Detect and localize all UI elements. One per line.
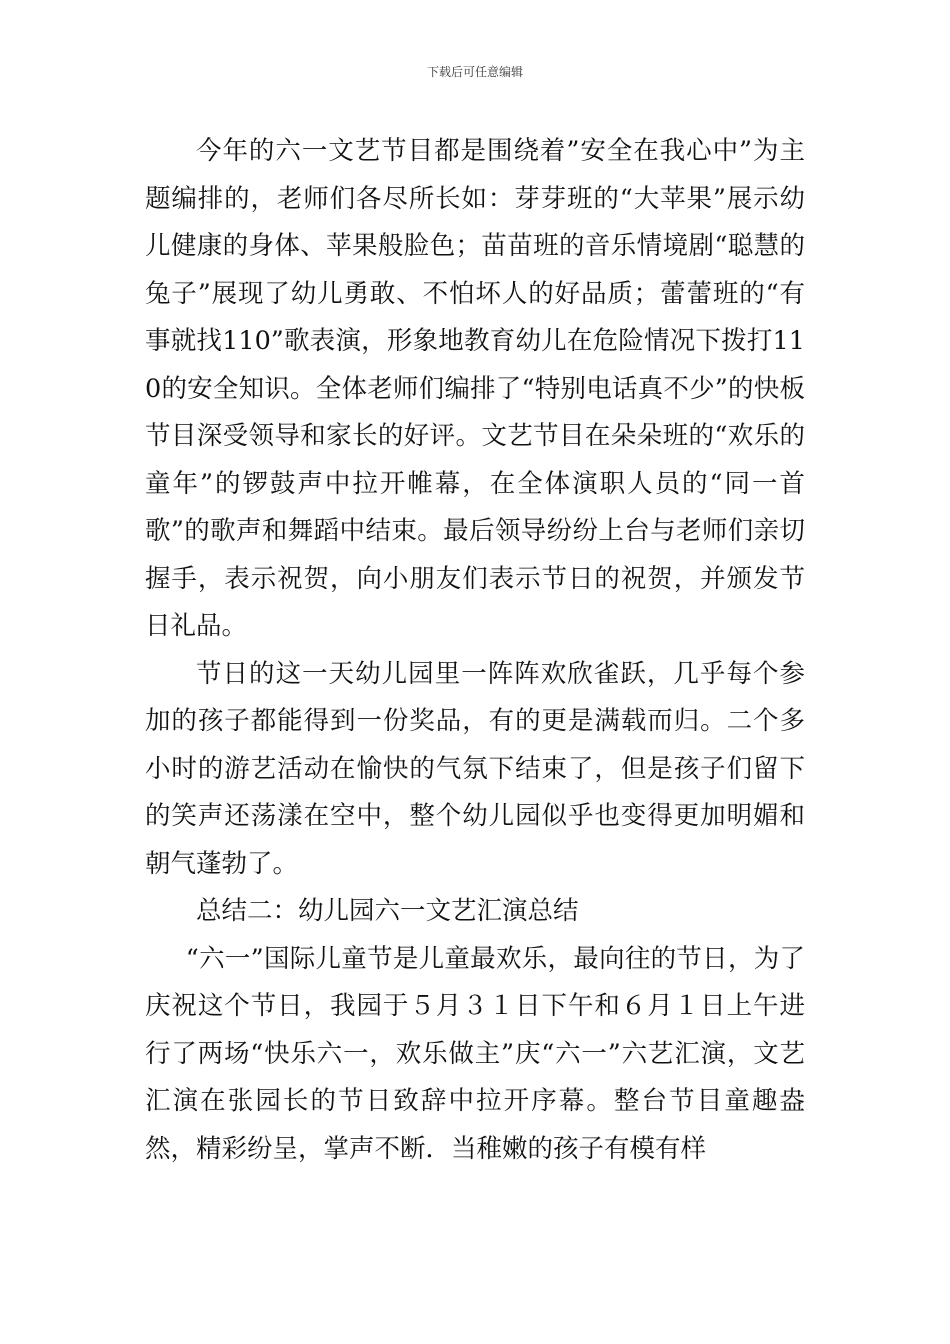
paragraph-1: 今年的六一文艺节目都是围绕着”安全在我心中”为主题编排的，老师们各尽所长如：芽芽班的“大苹果”展示幼儿健康的身体、苹果般脸色；苗苗班的音乐情境剧“聪慧的兔子”展现了幼儿勇敢、不怕坏人的好品质；蕾蕾班的“有事就找110”歌表演，形象地教育幼儿在危险情况下拨打110的安全知识。全体老师们编排了“特别电话真不少”的快板节目深受领导和家长的好评。文艺节目在朵朵班的“欢乐的童年”的锣鼓声中拉开帷幕，在全体演职人员的“同一首歌”的歌声和舞蹈中结束。最后领导纷纷上台与老师们亲切握手，表示祝贺，向小朋友们表示节日的祝贺，并颁发节日礼品。 <box>145 136 805 641</box>
section-heading: 总结二：幼儿园六一文艺汇演总结 <box>196 896 579 926</box>
document-body <box>145 128 805 1173</box>
paragraph-2: 节日的这一天幼儿园里一阵阵欢欣雀跃，几乎每个参加的孩子都能得到一份奖品，有的更是满载而归。二个多小时的游艺活动在愉快的气氛下结束了，但是孩子们留下的笑声还荡漾在空中，整个幼儿园似乎也变得更加明媚和朝气蓬勃了。 <box>145 658 805 879</box>
paragraph-3: “六一”国际儿童节是儿童最欢乐，最向往的节日，为了庆祝这个节日，我园于５月３１日下午和６月１日上午进行了两场“快乐六一，欢乐做主”庆“六一”六艺汇演，文艺汇演在张园长的节日致辞中拉开序幕。整台节目童趣盎然，精彩纷呈，掌声不断．当稚嫩的孩子有模有样 <box>145 943 805 1164</box>
header-note: 下载后可任意编辑 <box>426 65 523 79</box>
